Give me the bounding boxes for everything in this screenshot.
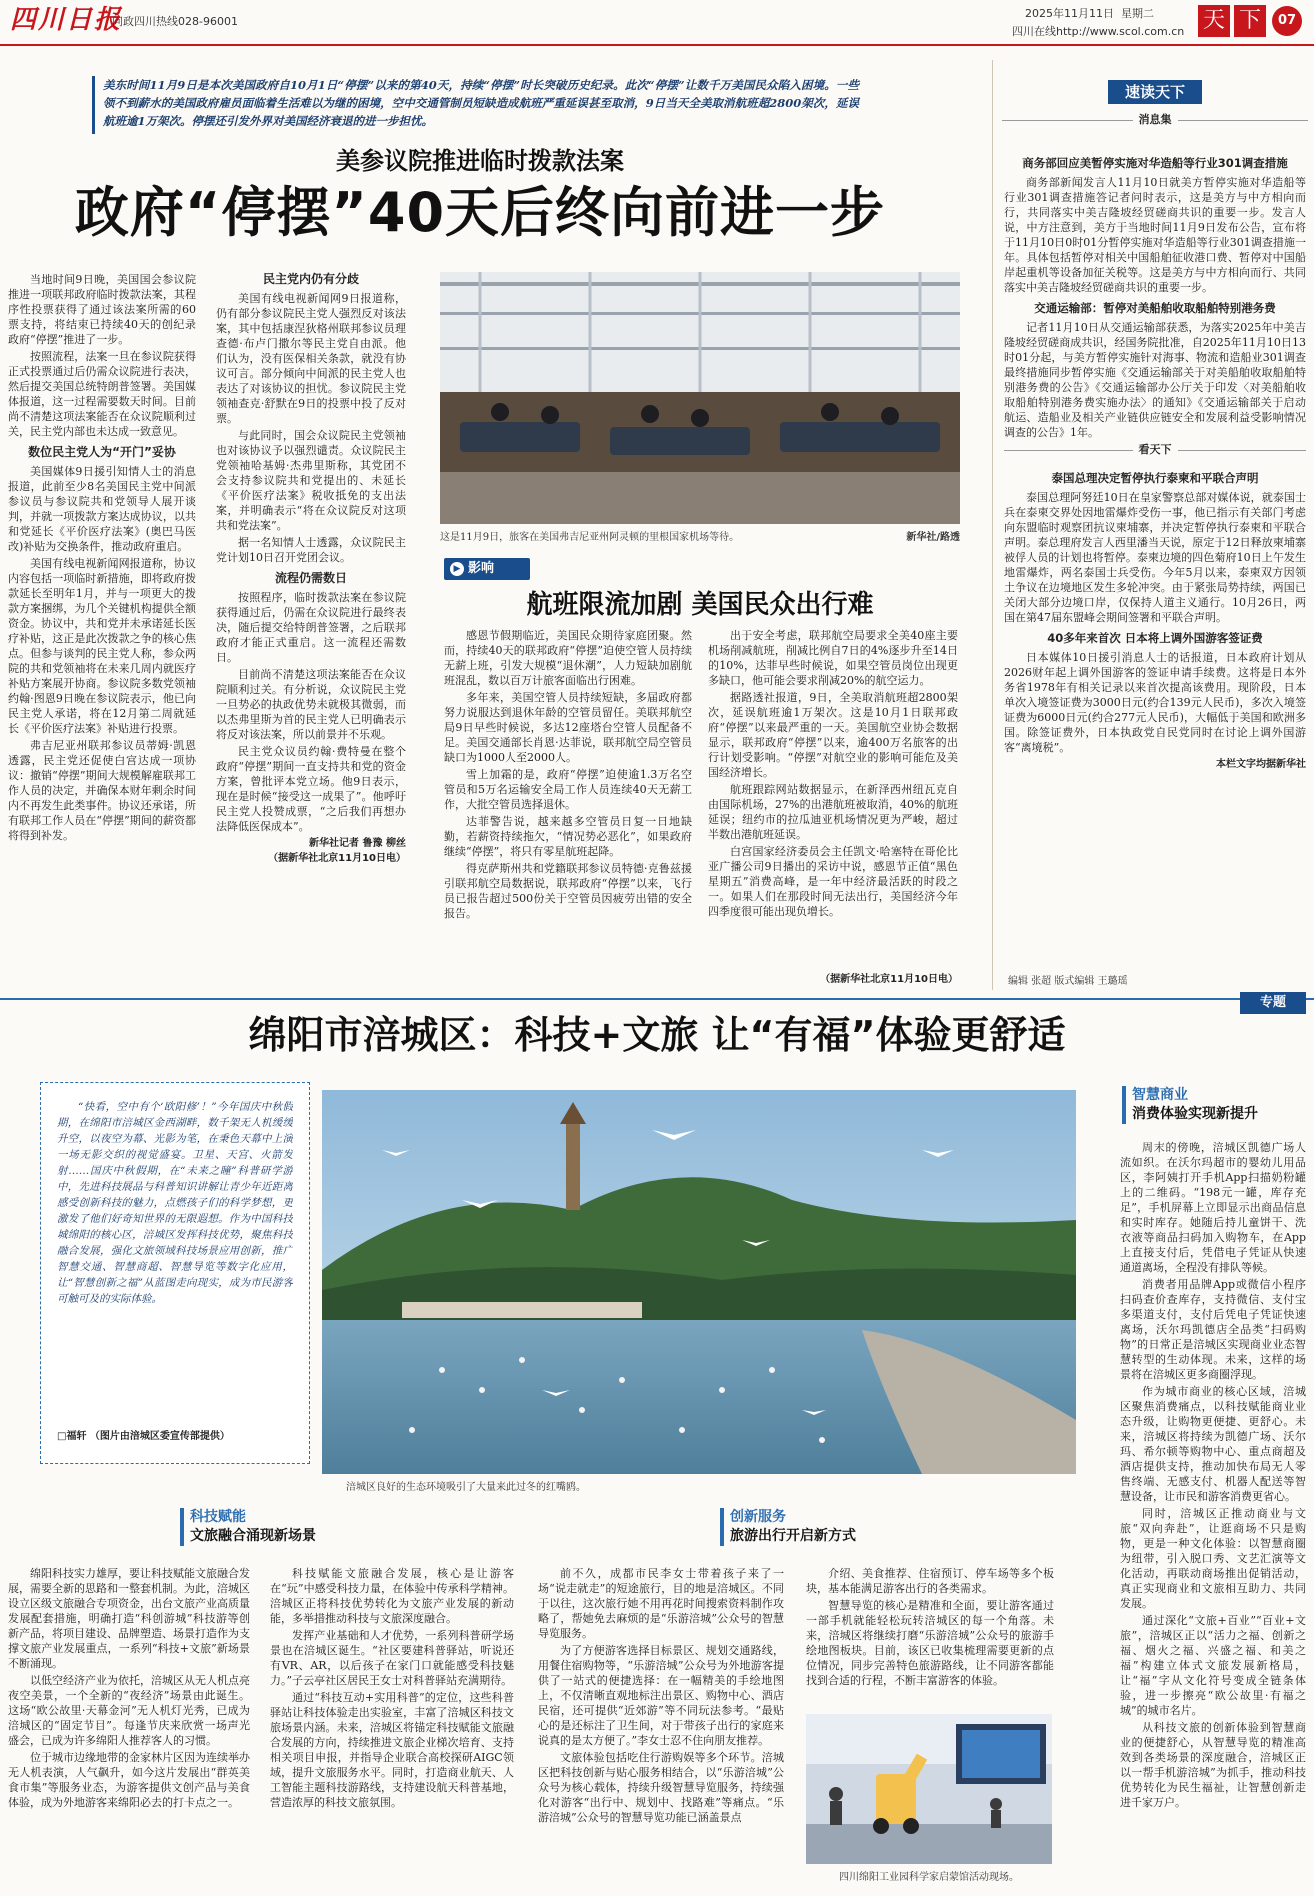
paragraph: 出于安全考虑，联邦航空局要求全美40座主要机场削减航班，削减比例自7日的4%逐步升至14日的10%，达菲早些时候说，如果空管员岗位出现更多缺口，他可能会要求削减20%的航空运力。: [708, 629, 958, 687]
paragraph: 弗吉尼亚州联邦参议员蒂姆·凯恩透露，民主党还促使白宫达成一项协议：撤销“停摆”期间大规模解雇联邦工作人员的决定，并确保本财年剩余时间内不再发生此类事件。协议还承诺，所有联邦工作人员在“停摆”期间的薪资都将得到补发。: [8, 739, 196, 842]
section-label: 看天下: [1133, 443, 1178, 456]
issue-date: [1025, 6, 1154, 21]
lead-column-2: [216, 272, 406, 990]
section-badge-b: 下: [1234, 5, 1266, 37]
paragraph: 达菲警告说，越来越多空管员日复一日地缺勤，若薪资持续拖欠，“情况势必恶化”，如果政府继续“停摆”，将只有零星航班起降。: [444, 815, 692, 858]
sidebar-news-column: [1004, 150, 1306, 962]
airport-photo: [440, 272, 960, 524]
paragraph: 雪上加霜的是，政府“停摆”迫使逾1.3万名空管员和5万名运输安全局工作人员连续40天无薪工作，大批空管员选择退休。: [444, 768, 692, 811]
sidebar-section-1: [1002, 113, 1308, 135]
science-hall-photo-art: [806, 1714, 1052, 1864]
tech-tag-label: 科技赋能: [190, 1509, 246, 1525]
paragraph: 泰国总理阿努廷10日在皇家警察总部对媒体说，就泰国士兵在泰柬交界处因地雷爆炸受伤一事，他已指示有关部门考虑向东盟临时观察团抗议柬埔寨，并决定暂停执行泰柬和平联合声明。泰总理府发言人西里潘当天说，原定于12日释放柬埔寨被俘人员的计划也将暂停。泰柬边境的四色菊府10日上午发生地雷爆炸，两名泰国士兵受伤。今年5月以来，泰柬双方因领土争议在边境地区发生多轮冲突。由于紧张局势持续，两国已关闭大部分边境口岸，仅保持人道主义通行。10月26日，两国在第47届东盟峰会期间签署和平联合声明。: [1004, 491, 1306, 624]
editors-line: 编辑 张超 版式编辑 王璐瑶: [1008, 976, 1128, 987]
news-title: 泰国总理决定暂停执行泰柬和平联合声明: [1051, 471, 1259, 485]
airport-photo-caption: 这是11月9日，旅客在美国弗吉尼亚州阿灵顿的里根国家机场等待。: [440, 532, 740, 543]
paragraph: 发挥产业基础和人才优势，一系列科普研学场景也在涪城区诞生。“社区要建科普驿站，听说还有VR、AR，以后孩子在家门口就能感受科技魅力。”子云亭社区居民王女士对科普驿站充满期待。: [270, 1629, 514, 1687]
play-icon: ▶: [450, 562, 464, 576]
paragraph: 智慧导览的核心是精准和全面，要让游客通过一部手机就能轻松玩转涪城区的每一个角落。未来，涪城区将继续打磨“乐游涪城”公众号的旅游手绘地图板块。目前，该区已收集梳理需要更新的点位情况，同步完善特色旅游路线，让不同游客都能找到合适的行程，不断丰富游客的体验。: [806, 1599, 1054, 1687]
paragraph: 日本媒体10日援引消息人士的话报道，日本政府计划从2026财年起上调外国游客的签证申请手续费。这将是日本外务省1978年有相关记录以来首次提高该费用。现阶段，日本单次入境签证费为3000日元(约合139元人民币)，多次入境签证费为6000日元(约合277元人民币)，大幅低于美国和欧洲多国。除签证费外，日本执政党自民党同时在讨论上调外国游客“离境税”。: [1004, 651, 1306, 754]
site-url: 四川在线http://www.scol.com.cn: [1012, 25, 1185, 38]
paragraph: 美国有线电视新闻网9日报道称，仍有部分参议院民主党人强烈反对该法案，其中包括康涅狄格州联邦参议员理查德·布卢门撒尔等民主党自由派。他们认为，没有医保相关条款，就没有协议可言。部分倾向中间派的民主党人也表达了对该协议的担忧。参议院民主党领袖查克·舒默在9日的投票中投了反对票。: [216, 292, 406, 425]
subhead: 数位民主党人为“开门”妥协: [28, 445, 176, 459]
tech-column-1: [8, 1566, 250, 1888]
paragraph: 航班跟踪网站数据显示，在新泽西州纽瓦克自由国际机场，27%的出港航班被取消，40%的航班延误；纽约市的拉瓜迪亚机场情况更为严峻，超过半数出港航班延误。: [708, 783, 958, 841]
lead-summary-text: 美东时间11月9日是本次美国政府自10月1日“停摆”以来的第40天，持续“停摆”时长突破历史纪录。此次“停摆”让数千万美国民众陷入困境。一些领不到薪水的美国政府雇员面临着生活难以为继的困境，空中交通管制员短缺造成航班严重延误甚至取消，9日当天全美取消航班超2800架次，延误航班逾1万架次。停摆还引发外界对美国经济衰退的进一步担忧。: [103, 78, 859, 128]
service-column-2: [806, 1566, 1054, 1706]
special-divider: [0, 998, 1314, 1000]
section-label: 消息集: [1133, 113, 1178, 126]
paragraph: 按照流程，法案一旦在参议院获得正式投票通过后仍需众议院进行表决，然后提交美国总统特朗普签署。美国媒体报道，这一过程需要数天时间。目前尚不清楚这项法案能否在众议院顺利过关，民主党内部也未达成一致意见。: [8, 350, 196, 438]
impact-source: （据新华社北京11月10日电）: [820, 974, 958, 985]
hotline: 问政四川热线028-96001: [112, 15, 238, 28]
paragraph: 消费者用品牌App或微信小程序扫码查价查库存，支持微信、支付宝多渠道支付，支付后凭电子凭证快速离场，沃尔玛凯德店全品类“扫码购物”的日常正是涪城区实现商业业态智慧转型的生动体现。未来，这样的场景将在涪城区更多商圈浮现。: [1120, 1278, 1306, 1381]
subhead: 流程仍需数日: [274, 571, 347, 585]
commerce-tag-label: 智慧商业: [1132, 1087, 1188, 1103]
science-hall-photo: [806, 1714, 1052, 1864]
commerce-tag: [1122, 1086, 1258, 1124]
service-tag: [720, 1508, 856, 1546]
paragraph: 从科技文旅的创新体验到智慧商业的便捷舒心，从智慧导览的精准高效到各类场景的深度融合，涪城区正以一帮手机游涪城”为抓手，推动科技优势转化为民生福祉，让智慧创新走进千家万户。: [1120, 1721, 1306, 1809]
intro-credit: □福轩 （图片由涪城区委宣传部提供）: [57, 1431, 230, 1442]
news-title: 交通运输部：暂停对美船舶收取船舶特别港务费: [1034, 301, 1276, 315]
lake-photo: [322, 1090, 1076, 1474]
airport-photo-art: [440, 272, 960, 524]
lake-photo-art: [322, 1090, 1076, 1474]
paragraph: 得克萨斯州共和党籍联邦参议员特德·克鲁兹援引联邦航空局数据说，联邦政府“停摆”以来，飞行员已报告超过500份关于空管员因疲劳出错的安全报告。: [444, 862, 692, 920]
newspaper-logo: 四川日报: [10, 5, 123, 35]
impact-column-2: [708, 628, 958, 968]
tech-subhead: 文旅融合涌现新场景: [190, 1528, 316, 1544]
paragraph: 目前尚不清楚这项法案能否在众议院顺利过关。有分析说，众议院民主党一旦势必的执政优势未就极其微弱，而以杰弗里斯为首的民主党人已明确表示将反对该法案，所以前景并不乐观。: [216, 668, 406, 741]
paragraph: 通过深化“文旅+百业”“百业+文旅”，涪城区正以“活力之福、创新之福、烟火之福、兴盛之福、和美之福”构建立体式文旅发展新格局，让“福”字从文化符号变成全链条体验，进一步擦亮“欧公故里·有福之城”的城市名片。: [1120, 1614, 1306, 1717]
paragraph: 当地时间9日晚，美国国会参议院推进一项联邦政府临时拨款法案，其程序性投票获得了通过该法案所需的60票支持，将结束已持续40天的创纪录政府“停摆”推进了一步。: [8, 273, 196, 346]
paragraph: 为了方便游客选择目标景区、规划交通路线，用餐住宿购物等，“乐游涪城”公众号为外地游客提供了一站式的便捷选择：在一幅精美的手绘地图上，不仅清晰直观地标注出景区、购物中心、酒店民宿，还可提供“近郊游”等不同玩法参考。“最贴心的是还标注了卫生间，对于带孩子出行的家庭来说真的是太方便了。”李女士忍不住向朋友推荐。: [538, 1644, 784, 1747]
paragraph: 科技赋能文旅融合发展，核心是让游客在“玩”中感受科技力量，在体验中传承科学精神。涪城区正将科技优势转化为文旅产业发展的新动能，多举措推动科技与文旅深度融合。: [270, 1567, 514, 1625]
airport-photo-credit: 新华社/路透: [906, 532, 960, 543]
special-tag: 专题: [1240, 992, 1306, 1014]
paragraph: 记者11月10日从交通运输部获悉，为落实2025年中美吉隆坡经贸磋商成共识，经国务院批准，自2025年11月10日13时01分起，与美方暂停实施针对海事、物流和造船业301调查最终措施同步暂停实施《交通运输部关于对美船舶收取船舶特别港务费的公告》《交通运输部办公厅关于印发〈对美船舶收取船舶特别港务费实施办法〉的通知》《交通运输部关于启动航运、造船业及相关产业链供应链安全和发展利益受影响情况调查的公告》1年。: [1004, 321, 1306, 439]
science-hall-caption: 四川绵阳工业园科学家启蒙馆活动现场。: [839, 1872, 1019, 1883]
tech-column-2: [270, 1566, 514, 1888]
paragraph: 以低空经济产业为依托，涪城区从无人机点亮夜空美景，一个全新的“夜经济”场景由此诞生。这场“欧公故里·天幕金河”无人机灯光秀，已成为涪城区的“固定节目”。每逢节庆来欣赏一场声光盛会，已成为许多绵阳人推荐客人的习惯。: [8, 1674, 250, 1747]
paragraph: 据路透社报道，9日，全美取消航班超2800架次，延误航班逾1万架次。这是10月1日联邦政府“停摆”以来最严重的一天。美国航空业协会数据显示，联邦政府“停摆”以来，逾400万名旅客的出行计划受影响。“停摆”对航空业的影响可能危及美国经济增长。: [708, 691, 958, 779]
lead-kicker: 美参议院推进临时拨款法案: [336, 147, 624, 175]
impact-tag: [444, 558, 530, 580]
paragraph: 多年来，美国空管人员持续短缺，多届政府都努力说服达到退休年龄的空管员留任。美联邦航空局9日早些时候说，多达12座塔台空管人员配备不足。美国交通部长肖恩·达菲说，联邦航空局空管员缺口为1000人至2000人。: [444, 691, 692, 764]
tech-tag: [180, 1508, 316, 1546]
masthead: [0, 0, 1314, 46]
byline: 新华社记者 鲁豫 柳丝: [309, 838, 406, 849]
sidebar-credit: 本栏文字均据新华社: [1216, 759, 1306, 770]
paragraph: 感恩节假期临近，美国民众期待家庭团聚。然而，持续40天的联邦政府“停摆”迫使空管人员持续无薪上班，引发大规模“退休潮”，人力短缺加剧航班混乱，数以百万计旅客面临出行困难。: [444, 629, 692, 687]
paragraph: 商务部新闻发言人11月10日就美方暂停实施对华造船等行业301调查措施答记者问时表示，这是美方与中方相向而行，共同落实中美吉隆坡经贸磋商共识的重要一步。发言人说，中方注意到，美方于当地时间11月9日发布公告，宣布将于11月10日0时01分暂停实施对华造船等行业301调查措施一年。具体包括暂停对相关中国船舶征收港口费、暂停对中国船岸起重机等设备加征关税等。这是美方与中方相向而行、共同落实中美吉隆坡经贸磋商共识的重要一步。: [1004, 176, 1306, 294]
paragraph: 民主党众议员约翰·费特曼在整个政府“停摆”期间一直支持共和党的资金方案，曾批评本党立场。他9日表示，现在是时候“接受这一成果了”。他呼吁民主党人投赞成票，“之后我们再想办法降低医保成本”。: [216, 745, 406, 833]
lead-headline: 政府“停摆”40天后终向前进一步: [74, 181, 886, 244]
paragraph: 通过“科技互动+实用科普”的定位，这些科普驿站让科技体验走出实验室，丰富了涪城区科技文旅场景内涵。未来，涪城区将锚定科技赋能文旅融合发展的方向，持续推进文旅企业梯次培育、支持相关项目申报，并指导企业联合高校探研AIGC领域，提升文旅服务水平。同时，打造商业航天、人工智能主题科技游路线，支持建设航天科普基地，营造浓厚的科技文旅氛围。: [270, 1691, 514, 1809]
commerce-subhead: 消费体验实现新提升: [1132, 1106, 1258, 1122]
special-headline: 绵阳市涪城区：科技+文旅 让“有福”体验更舒适: [248, 1013, 1066, 1057]
paragraph: 位于城市边缘地带的金家林片区因为连续举办无人机表演，人气飙升，如今这片发展出“群英美食市集”等服务业态，为游客提供文创产品与美食体验，成为外地游客来绵阳必去的打卡点之一。: [8, 1751, 250, 1809]
news-title: 商务部回应美暂停实施对华造船等行业301调查措施: [1022, 156, 1288, 170]
page-number: 07: [1272, 6, 1302, 36]
paragraph: 绵阳科技实力雄厚，要让科技赋能文旅融合发展，需要全新的思路和一整套机制。为此，涪城区设立区级文旅融合专项资金，出台文旅产业高质量发展配套措施，明确打造“科创游城”科技游等创新产品，将项目建设、品牌塑造、场景打造作为支撑文旅产业发展重点，一系列“科技+文旅”新场景不断涌现。: [8, 1567, 250, 1670]
paragraph: 作为城市商业的核心区域，涪城区聚焦消费痛点，以科技赋能商业业态升级，让购物更便捷、更舒心。未来，涪城区将持续为凯德广场、沃尔玛、希尔顿等购物中心、重点商超及酒店提供支持，推动加快布局无人零售终端、无感支付、机器人配送等智慧设备，让市民和游客消费更省心。: [1120, 1385, 1306, 1503]
paragraph: 前不久，成都市民李女士带着孩子来了一场“说走就走”的短途旅行，目的地是涪城区。不同于以往，这次旅行她不用再花时间搜索资料制作攻略了，帮她免去麻烦的是“乐游涪城”公众号的智慧导览服务。: [538, 1567, 784, 1640]
impact-headline: 航班限流加剧 美国民众出行难: [526, 590, 874, 620]
news-title: 40多年来首次 日本将上调外国游客签证费: [1047, 631, 1263, 645]
section-badge-a: 天: [1198, 5, 1230, 37]
paragraph: 按照程序，临时拨款法案在参议院获得通过后，仍需在众议院进行最终表决，随后提交给特朗普签署，之后联邦政府才能正式重启。这一流程还需数日。: [216, 591, 406, 664]
impact-tag-label: 影响: [468, 561, 495, 576]
weekday: 星期二: [1121, 7, 1154, 20]
sidebar-section-2: [1004, 443, 1306, 465]
lake-photo-caption: 涪城区良好的生态环境吸引了大量来此过冬的红嘴鸥。: [346, 1482, 586, 1493]
paragraph: 周末的傍晚，涪城区凯德广场人流如织。在沃尔玛超市的婴幼儿用品区，李阿姨打开手机App扫描奶粉罐上的二维码。“198元一罐，库存充足”，手机屏幕上立即显示出商品信息和实时库存。她随后持儿童饼干、洗衣液等商品扫码加入购物车，在App上直接支付后，凭借电子凭证从快速通道离场，全程没有排队等候。: [1120, 1141, 1306, 1274]
paragraph: 白宫国家经济委员会主任凯文·哈塞特在哥伦比亚广播公司9日播出的采访中说，感恩节正值“黑色星期五”消费高峰，是一年中经济最活跃的时段之一。如果人们在那段时间无法出行，美国经济今年四季度很可能出现负增长。: [708, 845, 958, 918]
date: 2025年11月11日: [1025, 7, 1114, 20]
paragraph: 介绍、美食推荐、住宿预订、停车场等多个板块，基本能满足游客出行的各类需求。: [806, 1567, 1054, 1595]
intro-box: [40, 1082, 310, 1464]
sidebar-divider: [992, 60, 993, 990]
service-column-1: [538, 1566, 784, 1888]
intro-text: “快看，空中有个‘欧阳修’！”今年国庆中秋假期，在绵阳市涪城区金西湖畔，数千架无人机缓缓升空，以夜空为幕、光影为笔，在秉色天幕中上演一场无影交织的视觉盛宴。卫星、天宫、火箭发射……国庆中秋假期，在“未来之瞳”科普研学游中，先进科技展品与科普知识讲解让青少年近距离感受创新科技的魅力，点燃孩子们的科学梦想，更激发了他们好奇知世界的无限遐想。作为中国科技城绵阳的核心区，涪城区发挥科技优势，聚焦科技融合发展，强化文旅领域科技场景应用创新，推广智慧交通、智慧商超、智慧导览等数字化应用，让“智慧创新之福”从蓝图走向现实，成为市民游客可触可及的实际体验。: [57, 1101, 293, 1305]
lead-summary: [92, 76, 859, 134]
sidebar-title: 速读天下: [1108, 80, 1202, 104]
subhead: 民主党内仍有分歧: [262, 272, 359, 286]
impact-column-1: [444, 628, 692, 988]
paragraph: 与此同时，国会众议院民主党领袖也对该协议予以强烈谴责。众议院民主党领袖哈基姆·杰弗里斯称，其党团不会支持参议院共和党提出的、未延长《平价医疗法案》税收抵免的支出法案，并明确表示“将在众议院反对这项共和党法案”。: [216, 429, 406, 532]
service-subhead: 旅游出行开启新方式: [730, 1528, 856, 1544]
source-line: （据新华社北京11月10日电）: [268, 853, 406, 864]
paragraph: 文旅体验包括吃住行游购娱等多个环节。涪城区把科技创新与贴心服务相结合，以“乐游涪城”公众号为核心载体，持续升级智慧导览服务，持续强化对游客“出行中、规划中、找路难”等痛点。“乐游涪城”公众号的智慧导览功能已涵盖景点: [538, 1751, 784, 1824]
paragraph: 美国有线电视新闻网报道称，协议内容包括一项临时新措施，即将政府拨款延长至明年1月，并与一项更大的拨款方案捆绑，为几个关键机构提供全额资金。协议中，共和党并未承诺延长医疗补贴，这正是此次拨款之争的核心焦点。但参与谈判的民主党人称，参众两院的共和党领袖将在未来几周内就医疗补贴方案展开协商。参议院多数党领袖约翰·图恩9日晚在参议院表示，他已向民主党人承诺，将在12月第二周就延长《平价医疗法案》补贴进行投票。: [8, 557, 196, 735]
paragraph: 据一名知情人士透露，众议院民主党计划10日召开党团会议。: [216, 536, 406, 564]
service-tag-label: 创新服务: [730, 1509, 786, 1525]
commerce-column: [1120, 1140, 1306, 1886]
lead-column-1: [8, 272, 196, 988]
paragraph: 同时，涪城区正推动商业与文旅“双向奔赴”，让逛商场不只是购物，更是一种文化体验：以智慧商圈为纽带，引入脱口秀、文艺汇演等文化活动，再联动商场推出促销活动，真正实现商业和文旅相互助力、共同发展。: [1120, 1507, 1306, 1610]
paragraph: 美国媒体9日援引知情人士的消息报道，此前至少8名美国民主党中间派参议员与参议院共和党领导人展开谈判，并就一项拨款方案达成协议，以共和党延长《平价医疗法案》(奥巴马医改)补贴为交换条件，推动政府重启。: [8, 465, 196, 553]
